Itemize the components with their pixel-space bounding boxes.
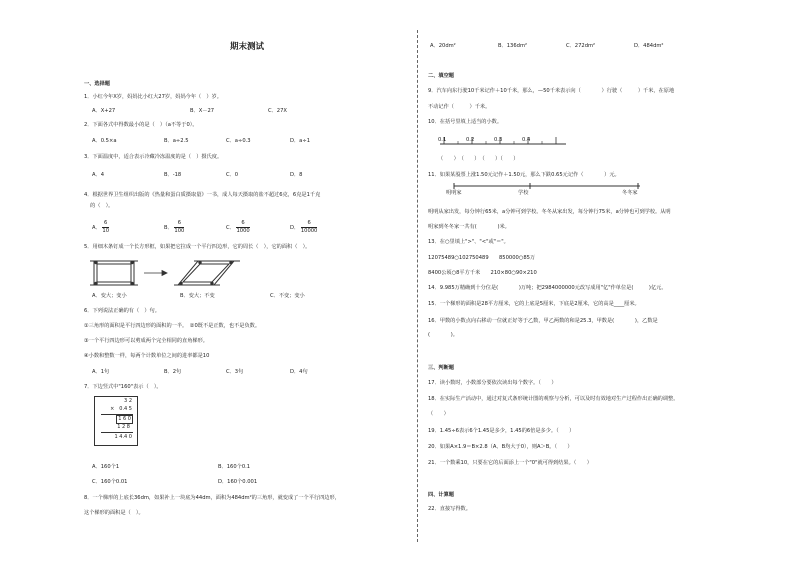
- section-calc-heading: 四、计算题: [428, 492, 454, 498]
- q2-option-c[interactable]: C．a÷0.3: [226, 138, 251, 144]
- question-12-line2: 明家到冬冬家一共有( )米。: [428, 224, 510, 230]
- ruler-label-0-1: 0.1: [438, 137, 447, 143]
- label-dongdong-home: 冬冬家: [622, 190, 638, 196]
- q1-option-b[interactable]: B．X－27: [190, 108, 215, 114]
- product: 1 4.4 0: [114, 434, 132, 440]
- question-4-line1: 4．根据世界卫生组织出版的《热量和蛋白质摄取量》一书，成人每天摄取的盐不超过6克，6克是1千克: [84, 192, 321, 198]
- question-12-line1: 明明从家出发，每分钟行65米，a分钟可到学校。冬冬从家出发，每分钟行75米，a分钟也可到学校。从明: [428, 209, 671, 215]
- q3-option-c[interactable]: C．0: [226, 172, 239, 178]
- q6-option-b[interactable]: B．2句: [164, 369, 182, 375]
- route-diagram: [440, 182, 650, 196]
- question-9-line1: 9．汽车向东行驶10千米记作＋10千米，那么，—50千米表示向（ ）行驶（ ）千米，在原地: [428, 88, 675, 94]
- question-8-line1: 8．一个梯形的上底长36dm，如果补上一块底为44dm，面积为484dm²的三角形，就变成了一个平行四边形，: [84, 495, 340, 501]
- question-6: 6．下列说法正确的有（ ）句。: [84, 308, 160, 314]
- question-10: 10．在括号里填上适当的小数。: [428, 119, 503, 125]
- question-1: 1．小红今年X岁，妈妈比小红大27岁，妈妈今年（ ）岁。: [84, 94, 222, 100]
- question-21: 21．一个数乘10，只要在它的后面添上一个"0"就可得到结果。（ ）: [428, 460, 592, 466]
- label-school: 学校: [518, 190, 529, 196]
- question-22: 22．直接写得数。: [428, 506, 471, 512]
- q8-option-a[interactable]: A．20dm²: [430, 43, 456, 49]
- vertical-calculation: [94, 396, 138, 446]
- ruler-label-0-2: 0.2: [466, 137, 475, 143]
- frame-diagram: [90, 256, 330, 290]
- q4-option-c[interactable]: C． $\frac{6}{1000}$: [226, 220, 250, 234]
- q6-option-c[interactable]: C．3句: [226, 369, 244, 375]
- q7-option-c[interactable]: C．160个0.01: [92, 479, 128, 485]
- question-16-line2: ( )。: [428, 332, 458, 338]
- multiplier: × 0.4 5: [110, 406, 132, 412]
- q4-option-a[interactable]: A． $\frac{6}{10}$: [92, 220, 110, 234]
- q13-row-2: 8400公顷○8平方千米 210×80○90×210: [428, 270, 537, 276]
- question-20: 20．如果A×1.9＝B×2.8（A、B均大于0），则A＞B。（ ）: [428, 444, 573, 450]
- question-5: 5．用细木条钉成一个长方形框，如果把它拉成一个平行四边形，它的周长（ ），它的面积（ ）。: [84, 244, 311, 250]
- q5-option-c[interactable]: C．不变；变小: [270, 293, 305, 299]
- question-2: 2．下面各式中得数最小的是（ ）（a不等于0）。: [84, 122, 198, 128]
- ruler-answer-brackets[interactable]: （ ） （ ） （ ）（ ）: [438, 156, 519, 162]
- q6-statement-4: ④小数和整数一样，每两个计数单位之间的进率都是10: [84, 353, 210, 359]
- q1-option-c[interactable]: C．27X: [268, 108, 287, 114]
- question-13: 13．在○里填上">"、"<"或"＝"。: [428, 239, 509, 245]
- q8-option-b[interactable]: B．136dm²: [498, 43, 528, 49]
- q1-option-a[interactable]: A．X+27: [92, 108, 116, 114]
- partial-product-128: 1 2 8: [117, 424, 130, 430]
- question-16: 16．甲数的小数点向右移动一位就正好等于乙数，甲乙两数的和是25.3，甲数是( )，乙数是: [428, 318, 658, 324]
- q4-option-d[interactable]: D． $\frac{6}{10000}$: [290, 220, 318, 234]
- question-18-line2: （ ）: [428, 411, 449, 417]
- section-judge-heading: 三、判断题: [428, 365, 454, 371]
- q2-option-a[interactable]: A．0.5×a: [92, 138, 117, 144]
- question-7: 7．下边竖式中"160"表示（ ）。: [84, 384, 162, 390]
- question-11: 11．如果某股票上涨1.50元记作＋1.50元，那么下跌0.65元记作（ ）元。: [428, 172, 620, 178]
- q4-option-b[interactable]: B． $\frac{6}{100}$: [164, 220, 185, 234]
- ruler-label-0-4: 0.4: [522, 137, 531, 143]
- column-divider: [417, 30, 418, 542]
- q8-option-c[interactable]: C．272dm²: [566, 43, 596, 49]
- q3-option-a[interactable]: A．4: [92, 172, 105, 178]
- question-19: 19．1.45÷6表示6个1.45是多少，1.45的6倍是多少。（ ）: [428, 428, 575, 434]
- question-17: 17．读小数时，小数部分要依次读出每个数字。（ ）: [428, 380, 557, 386]
- number-line: [438, 132, 578, 150]
- q6-option-d[interactable]: D．4句: [290, 369, 308, 375]
- q7-option-a[interactable]: A．160个1: [92, 464, 120, 470]
- partial-product-160: 1 6 0: [118, 416, 131, 422]
- arrow-icon: [144, 271, 167, 276]
- q7-option-b[interactable]: B．160个0.1: [218, 464, 251, 470]
- q3-option-d[interactable]: D．8: [290, 172, 303, 178]
- q7-option-d[interactable]: D．160个0.001: [218, 479, 258, 485]
- q6-statement-3: ③一个平行四边形可以剪成两个完全相同的直角梯形。: [84, 338, 208, 344]
- question-8-line2: 这个梯形的面积是（ ）。: [84, 510, 144, 516]
- q5-option-b[interactable]: B．变大；不变: [180, 293, 215, 299]
- page-title: 期末测试: [230, 42, 265, 52]
- parallelogram-frame: [174, 261, 240, 285]
- multiplicand: 3 2: [124, 398, 132, 404]
- label-mingming-home: 明明家: [446, 190, 462, 196]
- q3-option-b[interactable]: B．-18: [164, 172, 182, 178]
- rectangle-frame: [90, 261, 138, 285]
- q8-option-d[interactable]: D．484dm²: [634, 43, 664, 49]
- ruler-label-0-3: 0.3: [494, 137, 503, 143]
- section-fill-heading: 二、填空题: [428, 73, 454, 79]
- question-9-line2: 不动记作（ ）千米。: [428, 104, 491, 110]
- question-4-line2: 的（ ）。: [90, 203, 114, 209]
- question-14: 14．9.985万精确到十分位是( )万吨；把2984000000元改写成用"亿"作单位是( )亿元。: [428, 285, 667, 291]
- section-choice-heading: 一、选择题: [84, 81, 110, 87]
- q13-row-1: 12075489○102750489 850000○85万: [428, 255, 536, 261]
- question-3: 3．下面温度中，适合表示冷藏冷冻温度的是（ ）摄氏度。: [84, 154, 223, 160]
- question-18-line1: 18．在实际生产活动中，通过对复式条形统计图的观察与分析，可以及时有效地对生产过程作出正确的调整。: [428, 396, 679, 402]
- q6-option-a[interactable]: A．1句: [92, 369, 110, 375]
- q5-option-a[interactable]: A．变大；变小: [92, 293, 127, 299]
- question-15: 15．一个梯形的面积是28平方厘米，它的上底是5厘米，下底是2厘米，它的高是____厘米。: [428, 301, 640, 307]
- q2-option-d[interactable]: D．a÷1: [290, 138, 311, 144]
- q2-option-b[interactable]: B．a÷2.5: [164, 138, 189, 144]
- q6-statement-1-2: ①三角形的面积是平行四边形的面积的一半。 ②0既不是正数，也不是负数。: [84, 323, 261, 329]
